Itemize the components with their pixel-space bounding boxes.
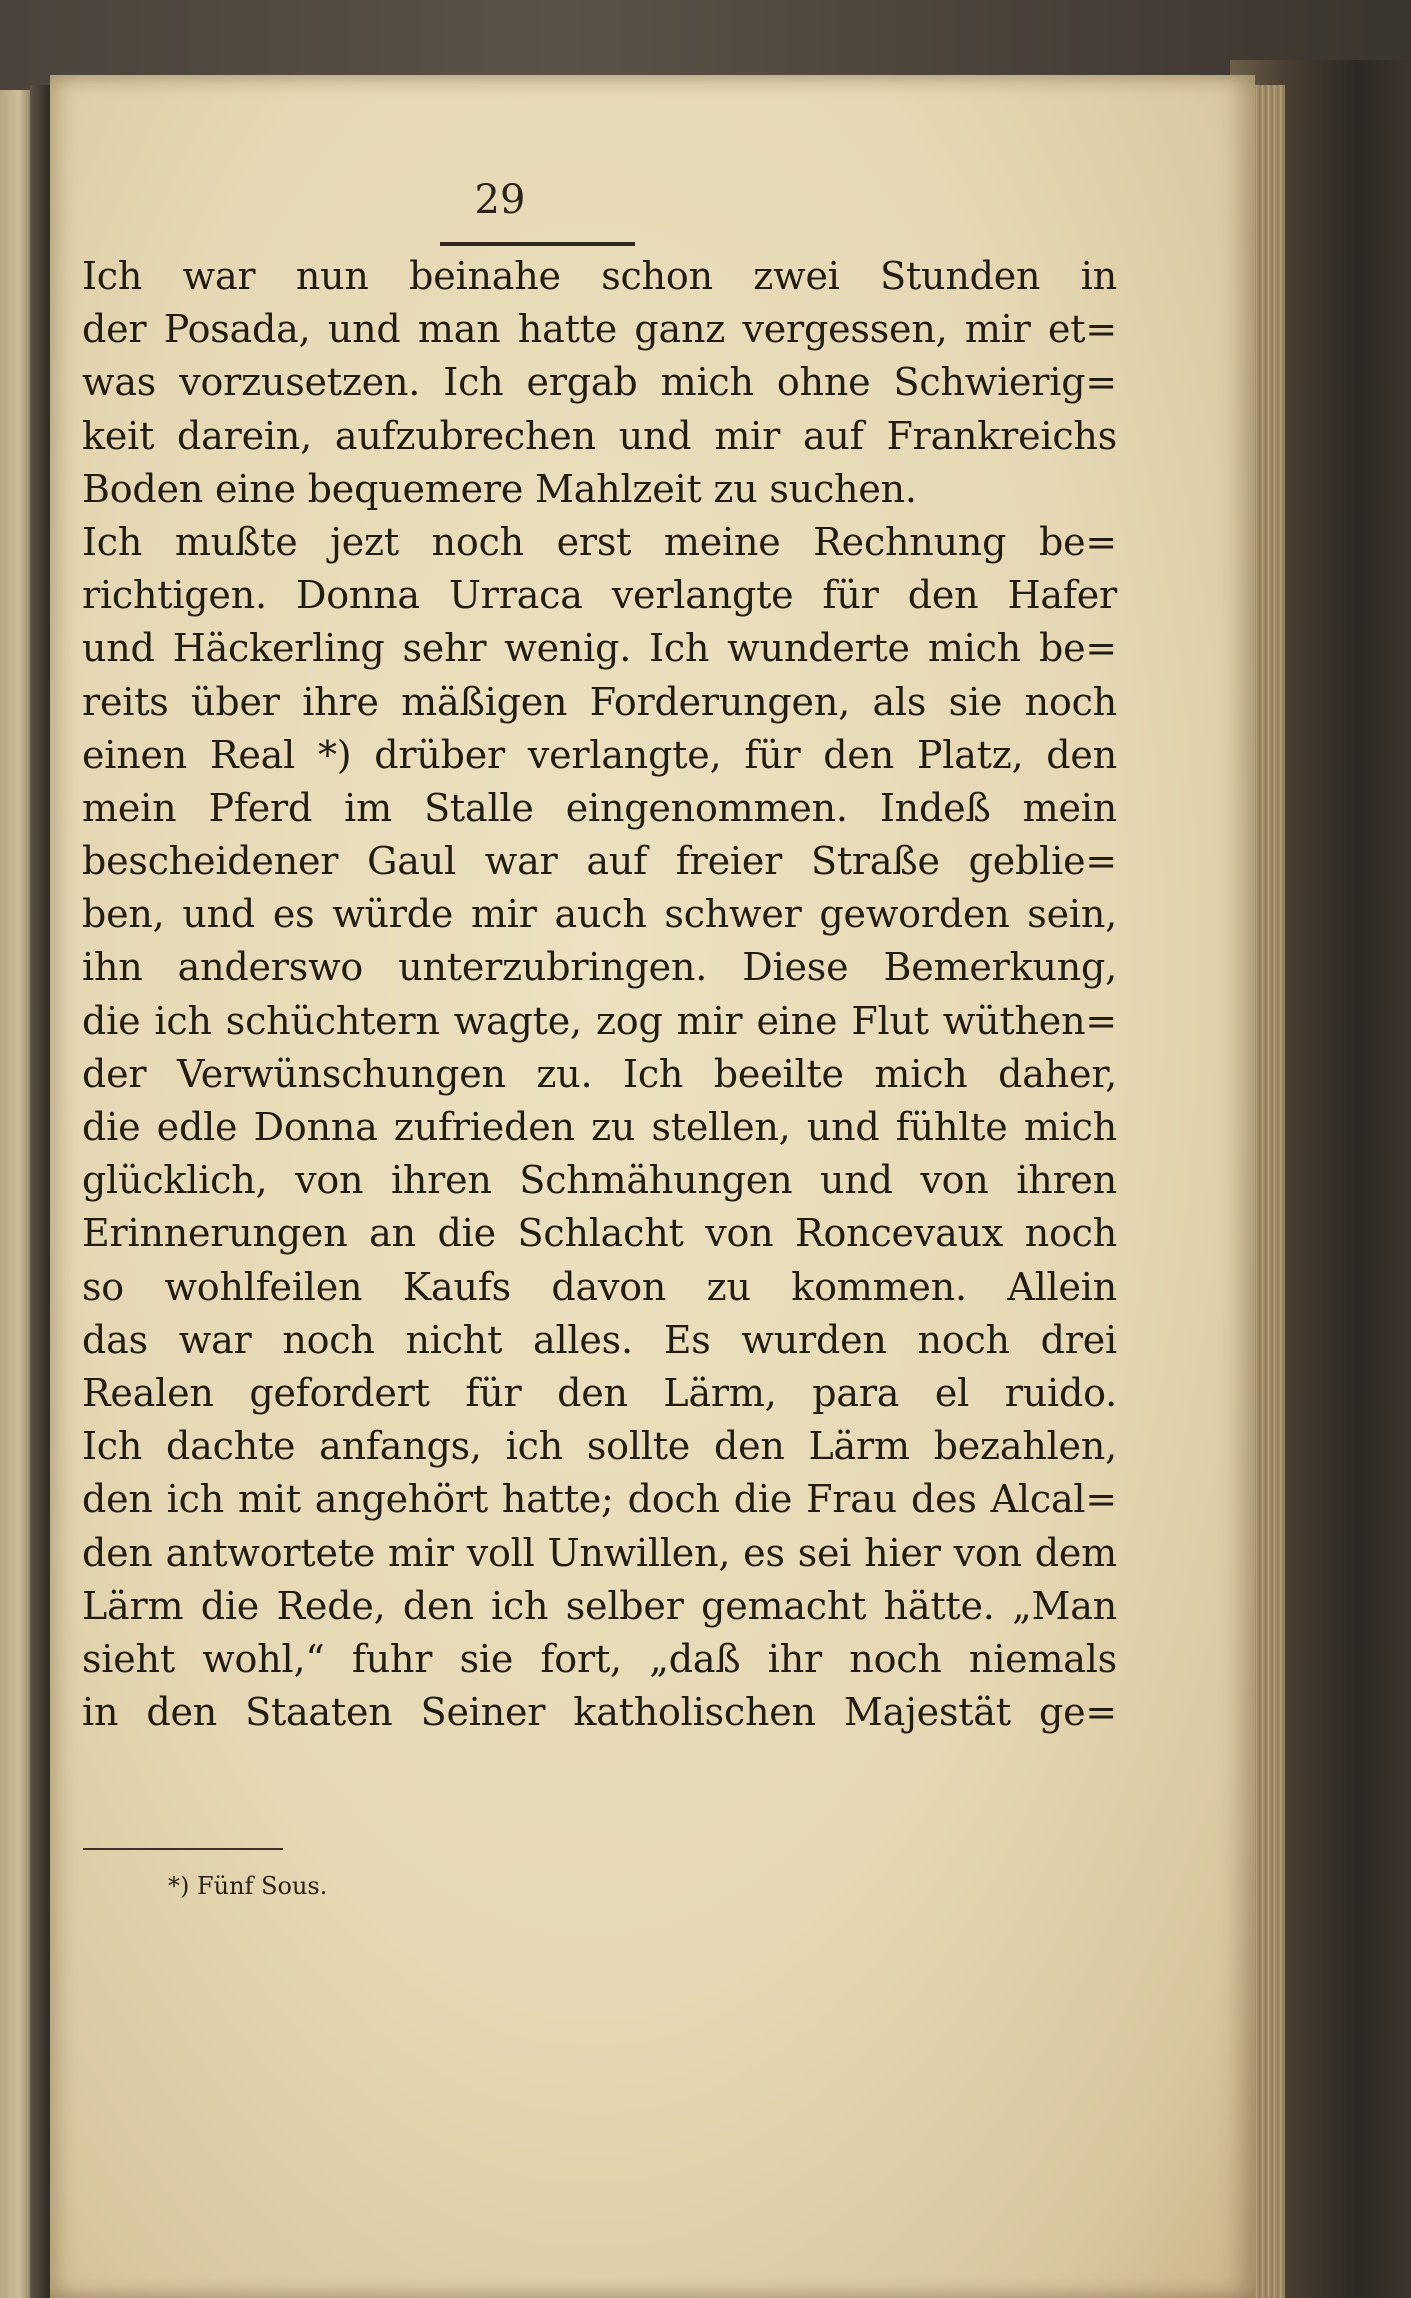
text-line: reits über ihre mäßigen Forderungen, als sie noch [82,679,1117,724]
text-line: was vorzusetzen. Ich ergab mich ohne Schwierig= [82,360,1117,405]
text-line: die edle Donna zufrieden zu stellen, und fühlte mich [82,1105,1117,1149]
text-line: Realen gefordert für den Lärm, para el ruido. [82,1370,1117,1415]
text-line: der Posada, und man hatte ganz vergessen, mir et= [82,307,1117,352]
body-text [82,250,1117,1739]
text-line: Ich war nun beinahe schon zwei Stunden in [82,254,1117,298]
text-line: in den Staaten Seiner katholischen Majestät ge= [82,1690,1117,1735]
text-line: der Verwünschungen zu. Ich beeilte mich daher, [82,1051,1117,1096]
header-rule [440,242,635,246]
left-page-edge [0,90,32,2298]
text-line: Ich dachte anfangs, ich sollte den Lärm bezahlen, [82,1424,1117,1469]
page-number: 29 [474,177,526,223]
text-line: keit darein, aufzubrechen und mir auf Frankreichs [82,413,1117,458]
book-spine-gutter [30,85,50,2298]
text-line: die ich schüchtern wagte, zog mir eine Flut wüthen= [82,998,1117,1043]
text-line: das war noch nicht alles. Es wurden noch drei [82,1317,1117,1362]
text-line: Ich mußte jezt noch erst meine Rechnung be= [82,519,1117,564]
text-line: glücklich, von ihren Schmähungen und von ihren [82,1158,1117,1203]
footnote: *) Fünf Sous. [168,1872,328,1900]
text-line: den ich mit angehört hatte; doch die Frau des Alcal= [82,1477,1117,1522]
text-line: Boden eine bequemere Mahlzeit zu suchen. [82,466,917,511]
text-line: so wohlfeilen Kaufs davon zu kommen. Allein [82,1264,1117,1309]
text-line: und Häckerling sehr wenig. Ich wunderte mich be= [82,626,1117,671]
text-line: bescheidener Gaul war auf freier Straße geblie= [82,839,1117,884]
text-line: einen Real *) drüber verlangte, für den Platz, den [82,732,1117,777]
text-line: ben, und es würde mir auch schwer geworden sein, [82,892,1117,937]
text-line: den antwortete mir voll Unwillen, es sei hier von dem [82,1530,1117,1575]
text-line: Lärm die Rede, den ich selber gemacht hätte. „Man [82,1583,1117,1628]
text-line: sieht wohl,“ fuhr sie fort, „daß ihr noch niemals [82,1636,1117,1681]
text-line: mein Pferd im Stalle eingenommen. Indeß mein [82,785,1117,830]
text-line: richtigen. Donna Urraca verlangte für den Hafer [82,573,1117,618]
text-line: ihn anderswo unterzubringen. Diese Bemerkung, [82,945,1117,990]
footnote-rule [83,1848,283,1850]
text-line: Erinnerungen an die Schlacht von Roncevaux noch [82,1211,1117,1256]
